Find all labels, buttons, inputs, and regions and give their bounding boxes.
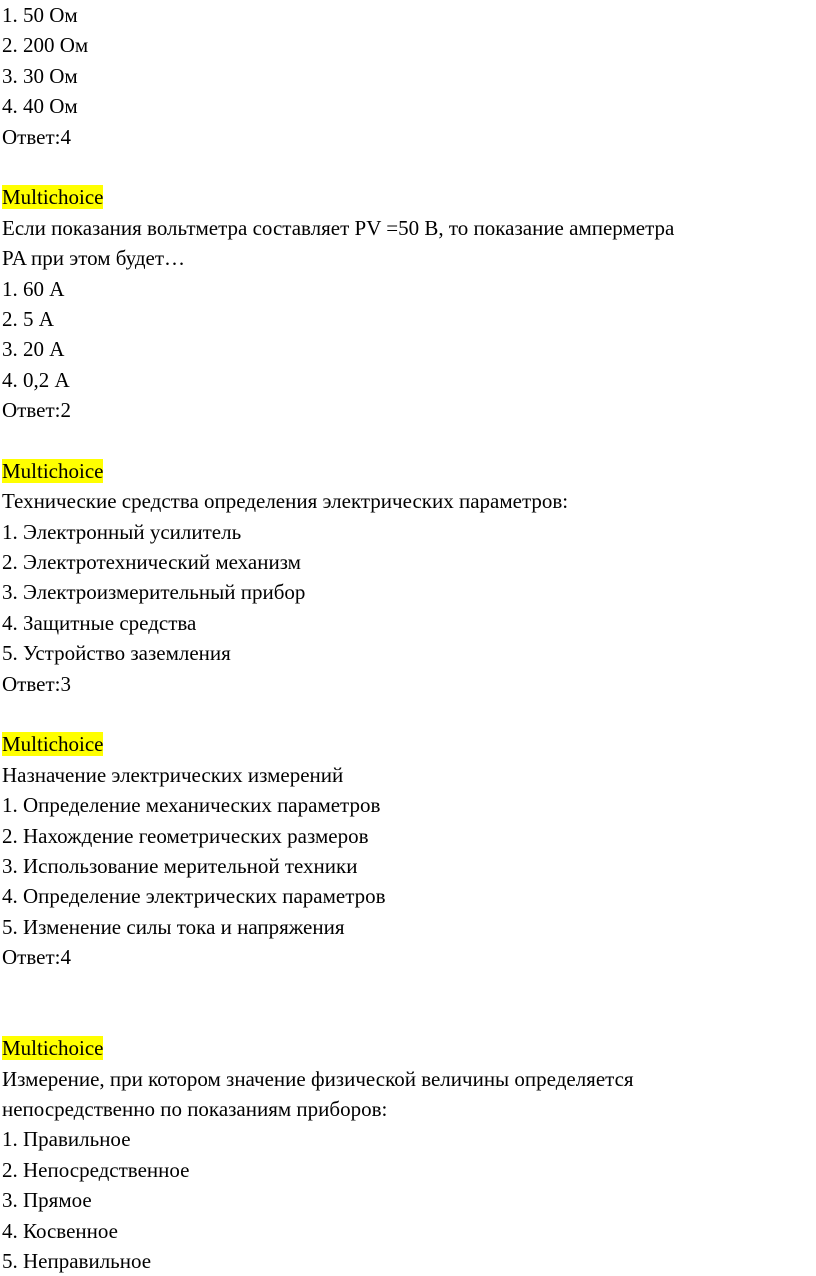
answer: Ответ:4 xyxy=(2,945,71,970)
question-text-line-1: Назначение электрических измерений xyxy=(2,762,344,787)
option-3: 3. 30 Ом xyxy=(2,63,78,88)
spacer xyxy=(2,973,802,1034)
option-2: 2. 200 Ом xyxy=(2,33,89,58)
question-block-2 xyxy=(2,456,802,699)
question-text-line-1: Если показания вольтметра составляет PV =50 В, то показание амперметра xyxy=(2,215,675,240)
answer: Ответ:4 xyxy=(2,124,71,149)
option-4: 4. 0,2 А xyxy=(2,367,70,392)
option-4: 4. 40 Ом xyxy=(2,94,78,119)
option-1: 1. 60 А xyxy=(2,276,65,301)
option-5: 5. Неправильное xyxy=(2,1249,152,1274)
option-3: 3. Прямое xyxy=(2,1188,92,1213)
option-4: 4. Определение электрических параметров xyxy=(2,884,386,909)
question-type-label: Multichoice xyxy=(2,732,104,757)
option-5: 5. Устройство заземления xyxy=(2,641,231,666)
question-text-line-1: Измерение, при котором значение физической величины определяется xyxy=(2,1066,634,1091)
question-text-line-1: Технические средства определения электрических параметров: xyxy=(2,489,569,514)
option-1: 1. Электронный усилитель xyxy=(2,519,242,544)
question-type-label: Multichoice xyxy=(2,1036,104,1061)
option-1: 1. Определение механических параметров xyxy=(2,793,381,818)
spacer xyxy=(2,425,802,455)
option-3: 3. Использование мерительной техники xyxy=(2,853,358,878)
document-page xyxy=(2,0,802,1276)
option-4: 4. Косвенное xyxy=(2,1218,118,1243)
answer: Ответ:3 xyxy=(2,671,71,696)
question-text-line-2: PA при этом будет… xyxy=(2,246,186,271)
question-type-label: Multichoice xyxy=(2,458,104,483)
option-5: 5. Изменение силы тока и напряжения xyxy=(2,914,345,939)
spacer xyxy=(2,699,802,729)
option-4: 4. Защитные средства xyxy=(2,610,197,635)
option-2: 2. 5 А xyxy=(2,306,54,331)
question-type-label: Multichoice xyxy=(2,185,104,210)
spacer xyxy=(2,152,802,182)
top-block xyxy=(2,0,802,152)
option-2: 2. Нахождение геометрических размеров xyxy=(2,823,369,848)
option-3: 3. 20 А xyxy=(2,337,65,362)
option-2: 2. Непосредственное xyxy=(2,1157,190,1182)
question-block-1 xyxy=(2,182,802,425)
option-2: 2. Электротехнический механизм xyxy=(2,550,301,575)
option-1: 1. 50 Ом xyxy=(2,3,78,27)
answer: Ответ:2 xyxy=(2,398,71,423)
question-block-3 xyxy=(2,729,802,972)
question-block-4 xyxy=(2,1033,802,1276)
question-text-line-2: непосредственно по показаниям приборов: xyxy=(2,1097,388,1122)
option-1: 1. Правильное xyxy=(2,1127,131,1152)
option-3: 3. Электроизмерительный прибор xyxy=(2,580,306,605)
